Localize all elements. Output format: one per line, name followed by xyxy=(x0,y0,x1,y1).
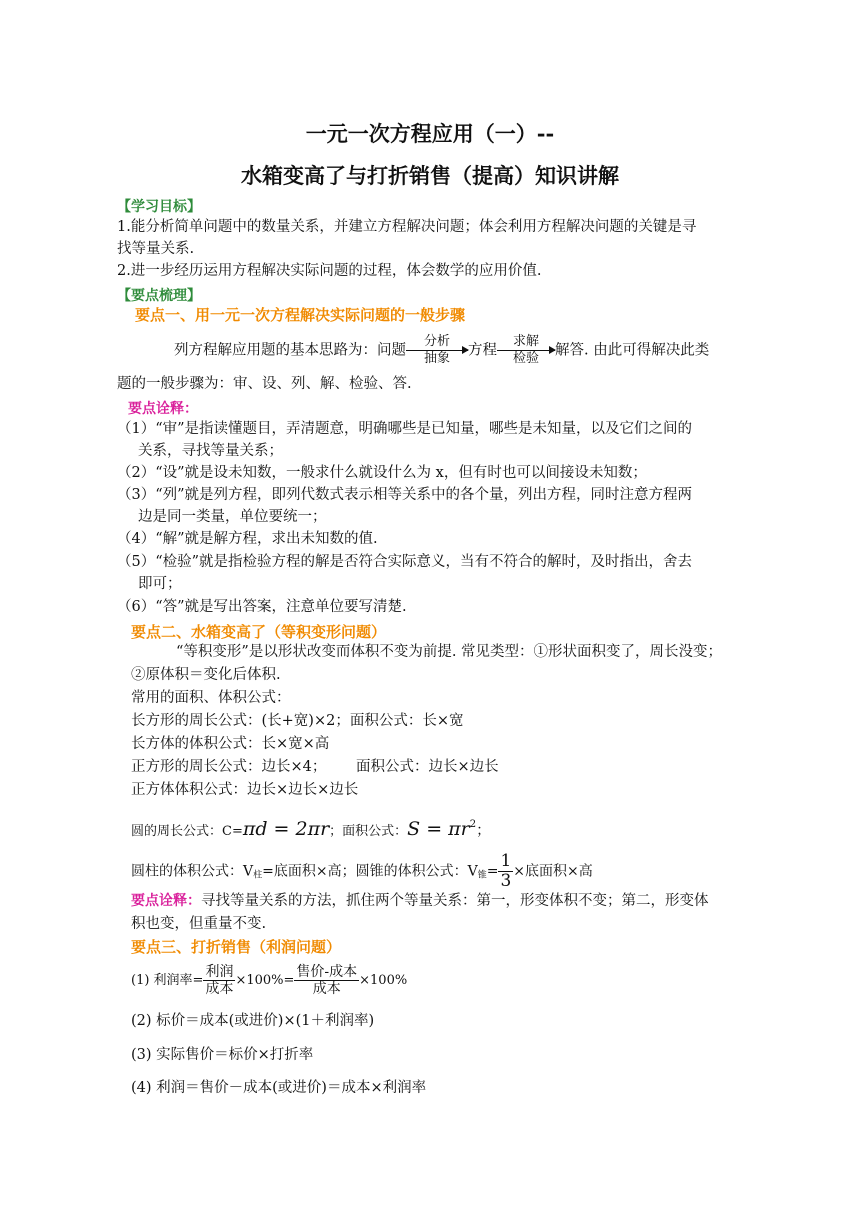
circle-formula-line xyxy=(131,812,491,845)
circle-text-a: 圆的周长公式：C= xyxy=(131,824,243,839)
fraction-1-denominator: 成本 xyxy=(205,981,234,997)
point-2-title: 要点二、水箱变高了（等积变形问题） xyxy=(131,623,387,641)
rectangle-formula: 长方形的周长公式：(长+宽)×2；面积公式：长×宽 xyxy=(131,713,464,729)
note-2: （2）“设”就是设未知数，一般求什么就设什么为 x，但有时也可以间接设未知数； xyxy=(117,465,647,481)
fraction-2-denominator: 成本 xyxy=(312,981,341,997)
profit-rate-text-c: ×100% xyxy=(359,973,408,988)
point-1-line-2: 题的一般步骤为：审、设、列、解、检验、答. xyxy=(117,376,412,392)
analyze-abstract-arrow xyxy=(406,335,468,366)
points-header: 【要点梳理】 xyxy=(117,288,201,304)
arrow-2-bottom-label: 检验 xyxy=(512,351,539,366)
arrow-2-top-label: 求解 xyxy=(512,334,539,349)
cone-subscript: 锥 xyxy=(477,870,487,881)
price-minus-cost-fraction xyxy=(294,964,359,997)
goal-1-line-b: 找等量关系. xyxy=(117,241,195,257)
point-3-title: 要点三、打折销售（利润问题） xyxy=(131,938,342,956)
point-1-text-c: 解答. 由此可得解决此类 xyxy=(555,342,710,359)
circle-area-formula: S = πr xyxy=(407,818,470,840)
arrow-1-bottom-label: 抽象 xyxy=(423,351,450,366)
arrow-1-top-label: 分析 xyxy=(423,334,450,349)
profit-formula: (4) 利润＝售价－成本(或进价)＝成本×利润率 xyxy=(131,1080,427,1096)
circle-text-c: ； xyxy=(476,823,491,839)
goals-header: 【学习目标】 xyxy=(117,199,201,215)
note-5-line-a: （5）“检验”就是指检验方程的解是否符合实际意义，当有不符合的解时，及时指出，舍去 xyxy=(117,554,693,570)
actual-price-formula: (3) 实际售价＝标价×打折率 xyxy=(131,1047,314,1063)
goal-2: 2.进一步经历运用方程解决实际问题的过程，体会数学的应用价值. xyxy=(117,263,542,279)
title-line-1: 一元一次方程应用（一）-- xyxy=(305,121,555,146)
cone-numerator: 1 xyxy=(500,851,512,871)
solve-check-arrow xyxy=(497,335,555,366)
circle-text-b: ；面积公式： xyxy=(329,824,408,839)
note-label-1: 要点诠释： xyxy=(128,401,198,417)
point-2-line-1: “等积变形”是以形状改变而体积不变为前提. 常见类型：①形状面积变了，周长没变； xyxy=(176,644,723,660)
point-1-text-b: 方程 xyxy=(468,342,497,359)
square-perimeter-formula: 正方形的周长公式：边长×4； xyxy=(131,759,327,775)
note-2-text-a: 寻找等量关系的方法，抓住两个等量关系：第一，形变体积不变；第二，形变体 xyxy=(201,893,709,909)
profit-rate-text-b: ×100%= xyxy=(235,973,295,988)
profit-over-cost-fraction xyxy=(203,964,235,997)
cone-equals: = xyxy=(486,863,499,880)
point-2-line-2: ②原体积＝变化后体积. xyxy=(131,667,281,683)
goal-1-line-a: 1.能分析简单问题中的数量关系，并建立方程解决问题；体会利用方程解决问题的关键是寻 xyxy=(117,219,697,235)
square-area-formula: 面积公式：边长×边长 xyxy=(356,759,499,775)
marked-price-formula: (2) 标价＝成本(或进价)×(1＋利润率) xyxy=(131,1013,375,1029)
note-2-line-a xyxy=(131,890,709,912)
cylinder-text-a: 圆柱的体积公式：V xyxy=(131,863,254,880)
fraction-1-numerator: 利润 xyxy=(205,964,234,980)
arrow-right-icon xyxy=(406,350,468,351)
note-5-line-b: 即可； xyxy=(138,576,182,592)
note-4: （4）“解”就是解方程，求出未知数的值. xyxy=(117,531,378,547)
point-1-line-1 xyxy=(174,335,709,366)
cuboid-formula: 长方体的体积公式：长×宽×高 xyxy=(131,736,330,752)
one-third-fraction xyxy=(498,852,513,891)
circle-perimeter-formula: πd = 2πr xyxy=(242,818,330,840)
cone-text-rest: ×底面积×高 xyxy=(513,863,593,880)
volume-formula-line xyxy=(131,852,593,892)
note-3-line-b: 边是同一类量，单位要统一； xyxy=(138,509,327,525)
note-6: （6）“答”就是写出答案，注意单位要写清楚. xyxy=(117,599,407,615)
exponent-2: 2 xyxy=(469,819,477,830)
cylinder-subscript: 柱 xyxy=(253,870,263,881)
profit-rate-formula xyxy=(131,962,407,1000)
note-2-line-b: 积也变，但重量不变. xyxy=(131,916,267,932)
profit-rate-text-a: (1) 利润率= xyxy=(131,973,204,988)
cone-denominator: 3 xyxy=(500,871,512,891)
cylinder-text-b: =底面积×高；圆锥的体积公式：V xyxy=(262,863,478,880)
point-2-line-3: 常用的面积、体积公式： xyxy=(131,690,291,706)
point-1-title: 要点一、用一元一次方程解决实际问题的一般步骤 xyxy=(135,306,466,324)
title-line-2: 水箱变高了与打折销售（提高）知识讲解 xyxy=(241,163,619,188)
note-label-2: 要点诠释： xyxy=(131,893,201,909)
fraction-2-numerator: 售价-成本 xyxy=(296,964,358,980)
arrow-right-icon xyxy=(497,350,555,351)
note-1-line-a: （1）“审”是指读懂题目，弄清题意，明确哪些是已知量，哪些是未知量，以及它们之间的 xyxy=(117,421,693,437)
point-1-text-a: 列方程解应用题的基本思路为：问题 xyxy=(174,342,406,359)
note-3-line-a: （3）“列”就是列方程，即列代数式表示相等关系中的各个量，列出方程，同时注意方程两 xyxy=(117,487,693,503)
note-1-line-b: 关系，寻找等量关系； xyxy=(138,443,283,459)
cube-formula: 正方体体积公式：边长×边长×边长 xyxy=(131,782,359,798)
